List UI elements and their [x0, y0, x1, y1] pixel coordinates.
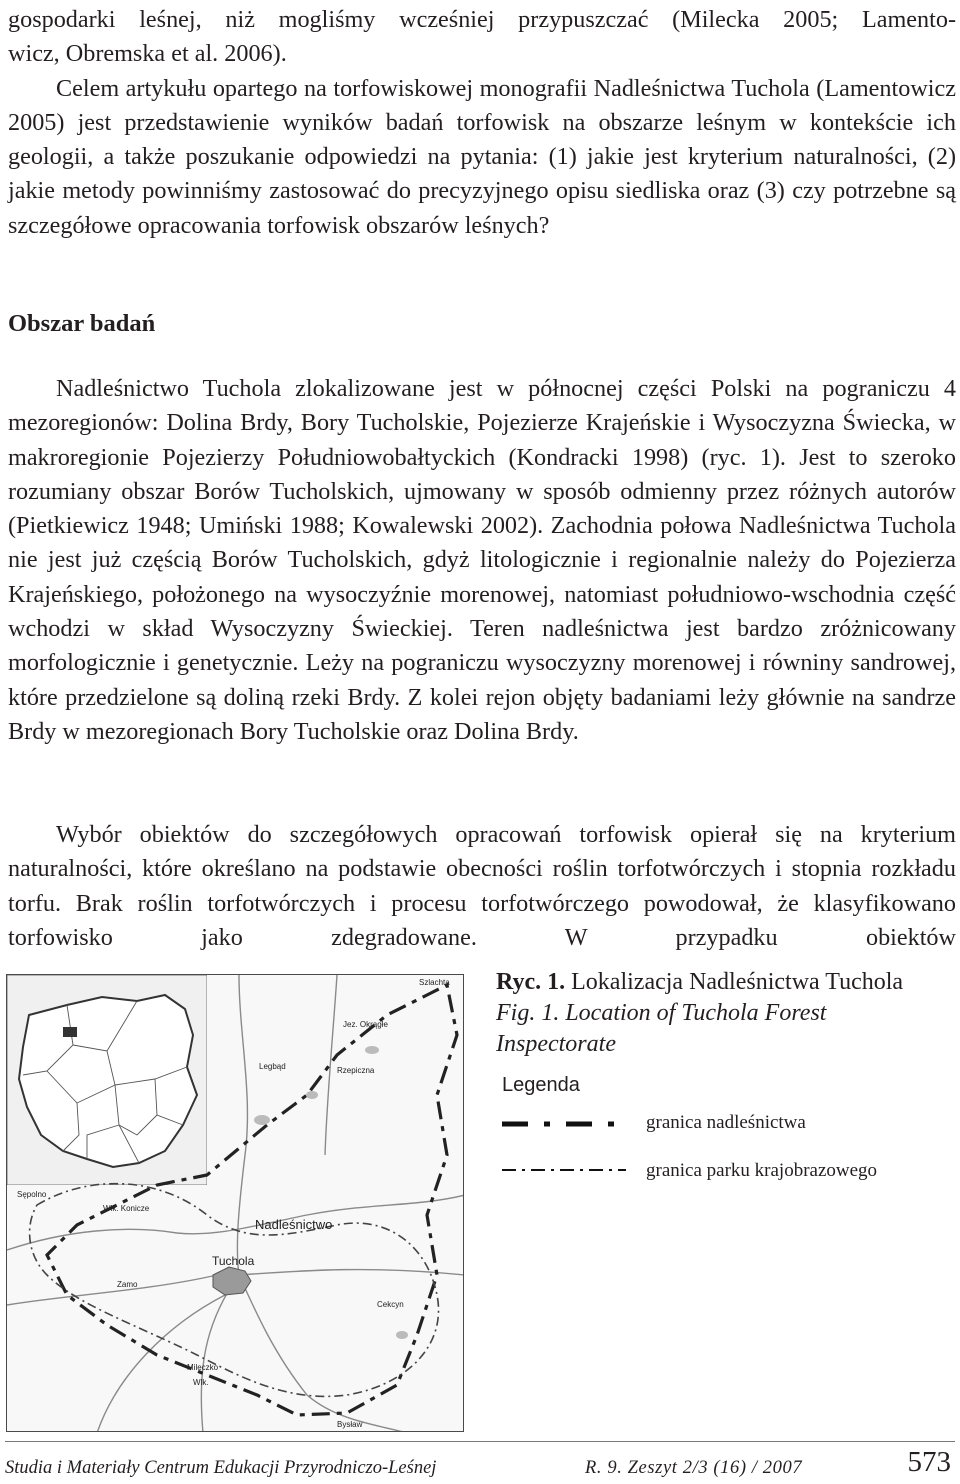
- footer-divider: [5, 1441, 955, 1442]
- caption-en-text: Location of Tuchola Forest Inspectorate: [496, 1000, 827, 1057]
- section-heading: Obszar badań: [8, 310, 156, 337]
- map-label-legbad: Legbąd: [259, 1062, 286, 1071]
- map-label-center: Nadleśnictwo: [255, 1217, 333, 1232]
- map-label-rzepiczna: Rzepiczna: [337, 1066, 375, 1075]
- paragraph-line: wicz, Obremska et al. 2006).: [8, 40, 287, 68]
- map-label-town: Tuchola: [212, 1254, 255, 1268]
- lake-icon: [306, 1091, 318, 1099]
- journal-title: Studia i Materiały Centrum Edukacji Przyrodniczo-Leśnej: [5, 1458, 437, 1478]
- map-label-wlk: Wlk.: [193, 1378, 209, 1387]
- paragraph-intro: [8, 3, 956, 243]
- map-label-byslaw: Bysław: [337, 1420, 363, 1429]
- map-label-wlk-konicze: Wlk. Konicze: [103, 1204, 150, 1213]
- legend-label: granica nadleśnictwa: [646, 1112, 806, 1133]
- map-label-sepolno: Sępolno: [17, 1190, 47, 1199]
- paragraph-aim: Celem artykułu opartego na torfowiskowej monografii Nadleśnictwa Tuchola (Lamentowicz 2005) jest przedstawienie wyników badań torfowisk na obszarze leśnym w kontekście ich geologii, a także poszukanie odpowiedzi na pytania: (1) jakie jest kryterium naturalności, (2) jakie metody powinniśmy zastosować do precyzyjnego opisu siedliska oraz (3) czy potrzebne są szczegółowe opracowania torfowisk obszarów leśnych?: [8, 74, 956, 239]
- paragraph-line: gospodarki leśnej, niż mogliśmy wcześniej przypuszczać (Milecka 2005; Lamento-: [8, 6, 956, 33]
- map-graphic: [7, 975, 464, 1432]
- boundary-forest-symbol: [500, 1112, 630, 1136]
- legend-title: Legenda: [502, 1074, 580, 1096]
- caption-label: Ryc. 1.: [496, 969, 566, 995]
- figure-caption: [496, 967, 946, 1060]
- caption-english: [496, 998, 946, 1060]
- caption-polish: [496, 967, 946, 998]
- legend-label: granica parku krajobrazowego: [646, 1160, 878, 1181]
- paragraph-study-area: Nadleśnictwo Tuchola zlokalizowane jest w północnej części Polski na pograniczu 4 mezoregionów: Dolina Brdy, Bory Tucholskie, Pojezierze Krajeńskie i Wysoczyzna Świecka, w makroregionie Pojezierzy Południowobałtyckich (Kondracki 1998) (ryc. 1). Jest to szeroko rozumiany obszar Borów Tucholskich, ujmowany w sposób odmienny przez różnych autorów (Pietkiewicz 1948; Umiński 1988; Kowalewski 2002). Zachodnia połowa Nadleśnictwa Tuchola nie jest już częścią Borów Tucholskich, gdyż litologicznie i regionalnie należy do Pojezierza Krajeńskiego, położonego na wysoczyźnie morenowej, natomiast południowo-wschodnia część wchodzi w skład Wysoczyzny Świeckiej. Teren nadleśnictwa jest bardzo zróżnicowany morfologicznie i genetycznie. Leży na pograniczu wysoczyzny morenowej i równiny sandrowej, które przedzielone są doliną rzeki Brdy. Z kolei rejon objęty badaniami leży głównie na sandrze Brdy w mezoregionach Bory Tucholskie oraz Dolina Brdy.: [8, 375, 956, 745]
- map-label-mileczko: Mileczko: [187, 1363, 219, 1372]
- lake-icon: [396, 1331, 408, 1339]
- map-label-szlachta: Szlachta: [419, 978, 450, 987]
- location-map: [6, 974, 464, 1432]
- location-marker: [63, 1027, 77, 1037]
- map-label-zamo: Zamo: [117, 1280, 138, 1289]
- page-number: 573: [907, 1446, 951, 1478]
- caption-text: Lokalizacja Nadleśnictwa Tuchola: [571, 969, 904, 995]
- boundary-park-symbol: [500, 1158, 630, 1182]
- map-label-cekcyn: Cekcyn: [377, 1300, 404, 1309]
- lake-icon: [365, 1046, 379, 1054]
- map-label-jez-okragle: Jez. Okrągłe: [343, 1020, 388, 1029]
- lake-icon: [254, 1115, 270, 1125]
- issue-info: R. 9. Zeszyt 2/3 (16) / 2007: [585, 1458, 803, 1478]
- page-footer: [5, 1446, 955, 1484]
- paragraph-selection: Wybór obiektów do szczegółowych opracowań torfowisk opierał się na kryterium naturalności, które określano na podstawie obecności roślin torfotwórczych i stopnia rozkładu torfu. Brak roślin torfotwórczych i procesu torfotwórczego powodował, że klasyfikowano torfowisko jako zdegradowane. W przypadku obiektów: [8, 821, 956, 951]
- caption-en-label: Fig. 1.: [496, 1000, 560, 1026]
